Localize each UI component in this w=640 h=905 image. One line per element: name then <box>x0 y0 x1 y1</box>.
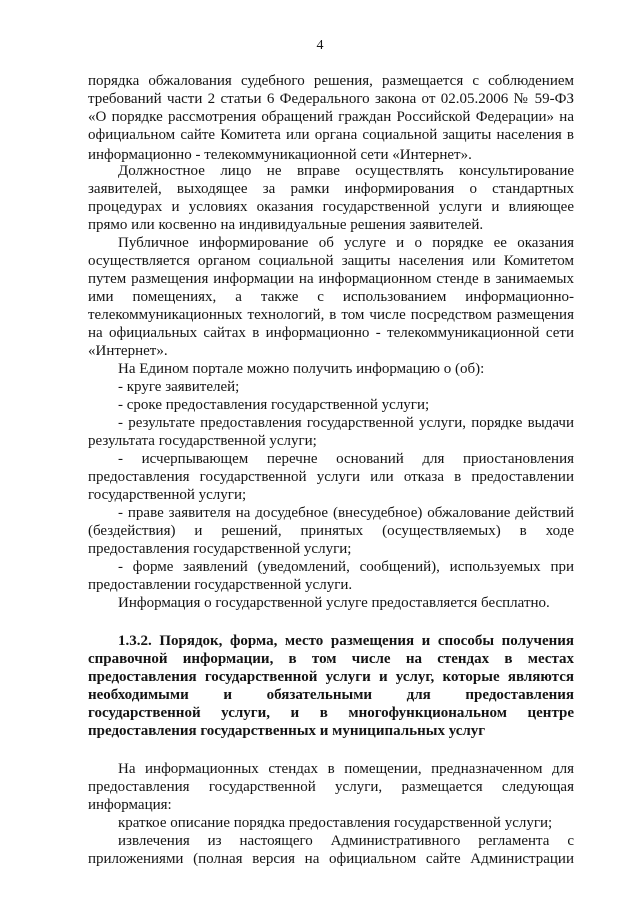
text-line: информация: <box>88 797 172 813</box>
text-line: процедурах и условиях оказания государственной услуги и влияющее <box>88 199 574 215</box>
text-line: требований части 2 статьи 6 Федерального закона от 02.05.2006 № 59-ФЗ <box>88 91 574 107</box>
section-heading: государственной услуги, и в многофункциональном центре <box>88 705 574 721</box>
text-line: предоставлении государственной услуги. <box>88 577 353 593</box>
text-line: на официальных сайтах в информационно - телекоммуникационной сети <box>88 325 574 341</box>
text-line: Должностное лицо не вправе осуществлять консультирование <box>118 163 574 179</box>
text-line: Информация о государственной услуге предоставляется бесплатно. <box>118 595 550 611</box>
text-line: ими помещениях, а также с использованием информационно- <box>88 289 574 305</box>
text-line: результата государственной услуги; <box>88 433 317 449</box>
list-item: - праве заявителя на досудебное (внесудебное) обжалование действий <box>118 505 574 521</box>
text-line: путем размещения информации на информационном стенде в занимаемых <box>88 271 574 287</box>
text-line: государственной услуги; <box>88 487 247 503</box>
text-line: информационно - телекоммуникационной сети «Интернет». <box>88 147 472 163</box>
list-item: - круге заявителей; <box>118 379 240 395</box>
text-line: прямо или косвенно на индивидуальные решения заявителей. <box>88 217 484 233</box>
list-item: - результате предоставления государственной услуги, порядке выдачи <box>118 415 574 431</box>
text-line: телекоммуникационных технологий, в том числе посредством размещения <box>88 307 574 323</box>
text-line: официальном сайте Комитета или органа социальной защиты населения в <box>88 127 574 143</box>
text-line: заявителей, выходящее за рамки информирования о стандартных <box>88 181 574 197</box>
text-line: извлечения из настоящего Административного регламента с <box>118 833 574 849</box>
list-item: - сроке предоставления государственной услуги; <box>118 397 430 413</box>
text-line: Публичное информирование об услуге и о порядке ее оказания <box>118 235 574 251</box>
text-line: (бездействия) и решений, принятых (осуществляемых) в ходе <box>88 523 574 539</box>
section-heading: 1.3.2. Порядок, форма, место размещения и способы получения <box>118 633 574 649</box>
list-item: - форме заявлений (уведомлений, сообщений), используемых при <box>118 559 574 575</box>
section-heading: справочной информации, в том числе на стендах в местах <box>88 651 574 667</box>
text-line: предоставления государственной услуги или отказа в предоставлении <box>88 469 574 485</box>
section-heading: предоставления государственной услуги и услуг, которые являются <box>88 669 574 685</box>
text-line: «О порядке рассмотрения обращений граждан Российской Федерации» на <box>88 109 574 125</box>
text-line: На Едином портале можно получить информацию о (об): <box>118 361 485 377</box>
text-line: «Интернет». <box>88 343 168 359</box>
text-line: предоставления государственной услуги, размещается следующая <box>88 779 574 795</box>
page-number: 4 <box>316 38 324 53</box>
section-heading: предоставления государственных и муниципальных услуг <box>88 723 486 739</box>
text-line: предоставления государственной услуги; <box>88 541 352 557</box>
list-item: - исчерпывающем перечне оснований для приостановления <box>118 451 574 467</box>
text-line: На информационных стендах в помещении, предназначенном для <box>118 761 574 777</box>
text-line: осуществляется органом социальной защиты населения или Комитетом <box>88 253 574 269</box>
section-heading: необходимыми и обязательными для предоставления <box>88 687 574 703</box>
text-line: приложениями (полная версия на официальном сайте Администрации <box>88 851 574 867</box>
text-line: краткое описание порядка предоставления государственной услуги; <box>118 815 553 831</box>
text-line: порядка обжалования судебного решения, размещается с соблюдением <box>88 73 574 89</box>
